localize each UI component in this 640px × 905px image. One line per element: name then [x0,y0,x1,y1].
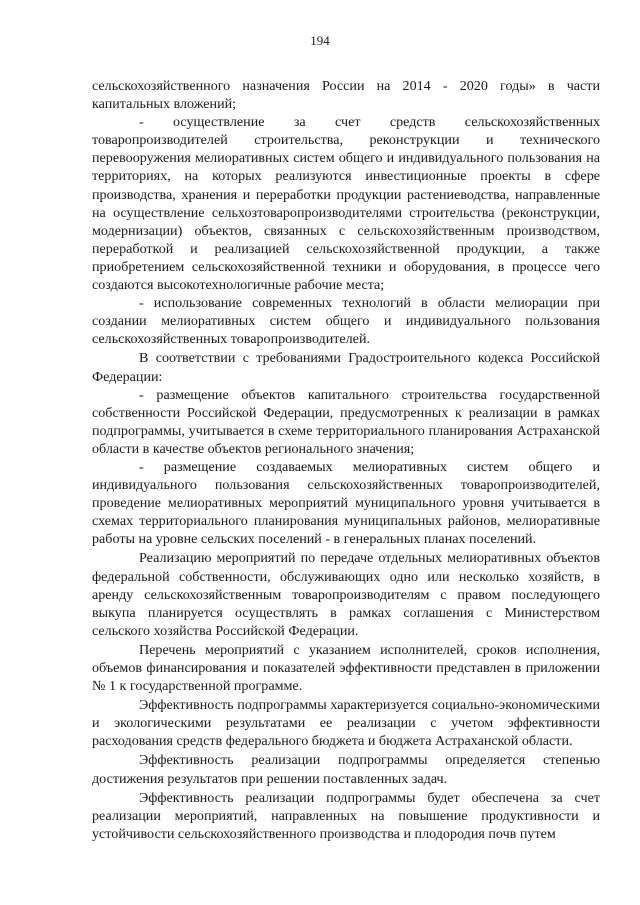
paragraph: В соответствии с требованиями Градостроительного кодекса Российской Федерации: [92,350,600,385]
paragraph: - использование современных технологий в области мелиорации при создании мелиоративных систем общего и индивидуального пользования сельскохозяйственных товаропроизводителей. [92,295,600,348]
paragraph: - осуществление за счет средств сельскохозяйственных товаропроизводителей строительства, реконструкции и технического перевооружения мелиоративных систем общего и индивидуального пользования на территориях, на которых реализуются инвестиционные проекты в сфере производства, хранения и переработки продукции растениеводства, направленные на осуществление сельхозтоваропроизводителями строительства (реконструкции, модернизации) объектов, связанных с сельскохозяйственным производством, переработкой и реализацией сельскохозяйственной продукции, а также приобретением сельскохозяйственной техники и оборудования, в процессе чего создаются высокотехнологичные рабочие места; [92,114,600,294]
paragraph: Реализацию мероприятий по передаче отдельных мелиоративных объектов федеральной собственности, обслуживающих одно или несколько хозяйств, в аренду сельскохозяйственным товаропроизводителям с правом последующего выкупа планируется осуществлять в рамках соглашения с Министерством сельского хозяйства Российской Федерации. [92,550,600,639]
paragraph: сельскохозяйственного назначения России на 2014 - 2020 годы» в части капитальных вложений; [92,78,600,113]
page-number: 194 [310,33,330,48]
paragraph: - размещение создаваемых мелиоративных систем общего и индивидуального пользования сельскохозяйственных товаропроизводителей, проведение мелиоративных мероприятий муниципального уровня учитывается в схемах территориального планирования муниципальных районов, мелиоративные работы на уровне сельских поселений - в генеральных планах поселений. [92,458,600,548]
paragraph: - размещение объектов капитального строительства государственной собственности Российской Федерации, предусмотренных к реализации в рамках подпрограммы, учитывается в схеме территориального планирования Астраханской области в качестве объектов регионального значения; [92,386,600,457]
document-body [92,77,600,843]
paragraph: Эффективность реализации подпрограммы определяется степенью достижения результатов при решении поставленных задач. [92,752,600,787]
paragraph: Эффективность подпрограммы характеризуется социально-экономическими и экологическими результатами ее реализации с учетом эффективности расходования средств федерального бюджета и бюджета Астраханской области. [92,697,600,750]
paragraph: Эффективность реализации подпрограммы будет обеспечена за счет реализации мероприятий, направленных на повышение продуктивности и устойчивости сельскохозяйственного производства и плодородия почв путем [92,789,600,842]
paragraph: Перечень мероприятий с указанием исполнителей, сроков исполнения, объемов финансирования и показателей эффективности представлен в приложении № 1 к государственной программе. [92,641,600,695]
